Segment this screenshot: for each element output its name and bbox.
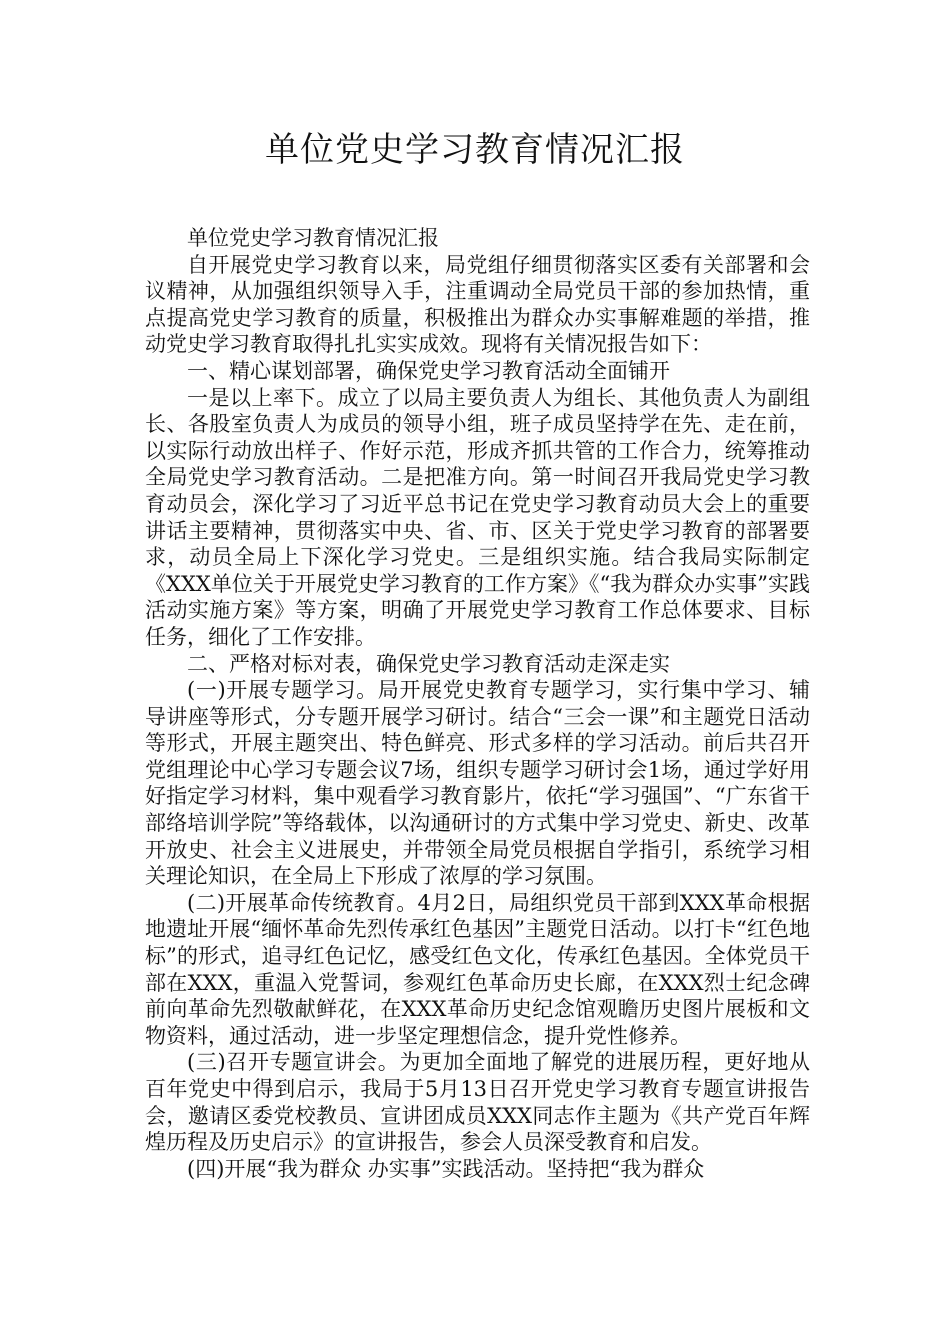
body-paragraph-5: (四)开展“我为群众 办实事”实践活动。坚持把“我为群众 <box>187 1156 705 1181</box>
subtitle-paragraph: 单位党史学习教育情况汇报 <box>187 226 439 250</box>
body-paragraph-1: 一是以上率下。成立了以局主要负责人为组长、其他负责人为副组长、各股室负责人为成员的领导小组，班子成员坚持学在先、走在前，以实际行动放出样子、作好示范，形成齐抓共管的工作合力，统筹推动全局党史学习教育活动。二是把准方向。第一时间召开我局党史学习教育动员会，深化学习了习近平总书记在党史学习教育动员大会上的重要讲话主要精神，贯彻落实中央、省、市、区关于党史学习教育的部署要求，动员全局上下深化学习党史。三是组织实施。结合我局实际制定《XXX单位关于开展党史学习教育的工作方案》《“我为群众办实事”实践活动实施方案》等方案，明确了开展党史学习教育工作总体要求、目标任务，细化了工作安排。 <box>145 385 810 649</box>
section-heading-2: 二、严格对标对表，确保党史学习教育活动走深走实 <box>187 651 670 676</box>
body-paragraph-3: (二)开展革命传统教育。4月2日，局组织党员干部到XXX革命根据地遗址开展“缅怀革命先烈传承红色基因”主题党日活动。以打卡“红色地标”的形式，追寻红色记忆，感受红色文化，传承红色基因。全体党员干部在XXX，重温入党誓词，参观红色革命历史长廊，在XXX烈士纪念碑前向革命先烈敬献鲜花，在XXX革命历史纪念馆观瞻历史图片展板和文物资料，通过活动，进一步坚定理想信念，提升党性修养。 <box>145 890 810 1048</box>
intro-paragraph: 自开展党史学习教育以来，局党组仔细贯彻落实区委有关部署和会议精神，从加强组织领导入手，注重调动全局党员干部的参加热情，重点提高党史学习教育的质量，积极推出为群众办实事解难题的举措，推动党史学习教育取得扎扎实实成效。现将有关情况报告如下： <box>145 252 810 357</box>
document-title: 单位党史学习教育情况汇报 <box>265 130 685 170</box>
body-paragraph-4: (三)召开专题宣讲会。为更加全面地了解党的进展历程，更好地从百年党史中得到启示，我局于5月13日召开党史学习教育专题宣讲报告会，邀请区委党校教员、宣讲团成员XXX同志作主题为《共产党百年辉煌历程及历史启示》的宣讲报告，参会人员深受教育和启发。 <box>145 1050 810 1155</box>
section-heading-1: 一、精心谋划部署，确保党史学习教育活动全面铺开 <box>187 358 670 383</box>
document-body <box>145 225 810 1182</box>
body-paragraph-2: (一)开展专题学习。局开展党史教育专题学习，实行集中学习、辅导讲座等形式，分专题开展学习研讨。结合“三会一课”和主题党日活动等形式，开展主题突出、特色鲜亮、形式多样的学习活动。前后共召开党组理论中心学习专题会议7场，组织专题学习研讨会1场，通过学好用好指定学习材料，集中观看学习教育影片，依托“学习强国”、“广东省干部络培训学院”等络载体，以沟通研讨的方式集中学习党史、新史、改革开放史、社会主义进展史，并带领全局党员根据自学指引，系统学习相关理论知识，在全局上下形成了浓厚的学习氛围。 <box>145 678 810 889</box>
